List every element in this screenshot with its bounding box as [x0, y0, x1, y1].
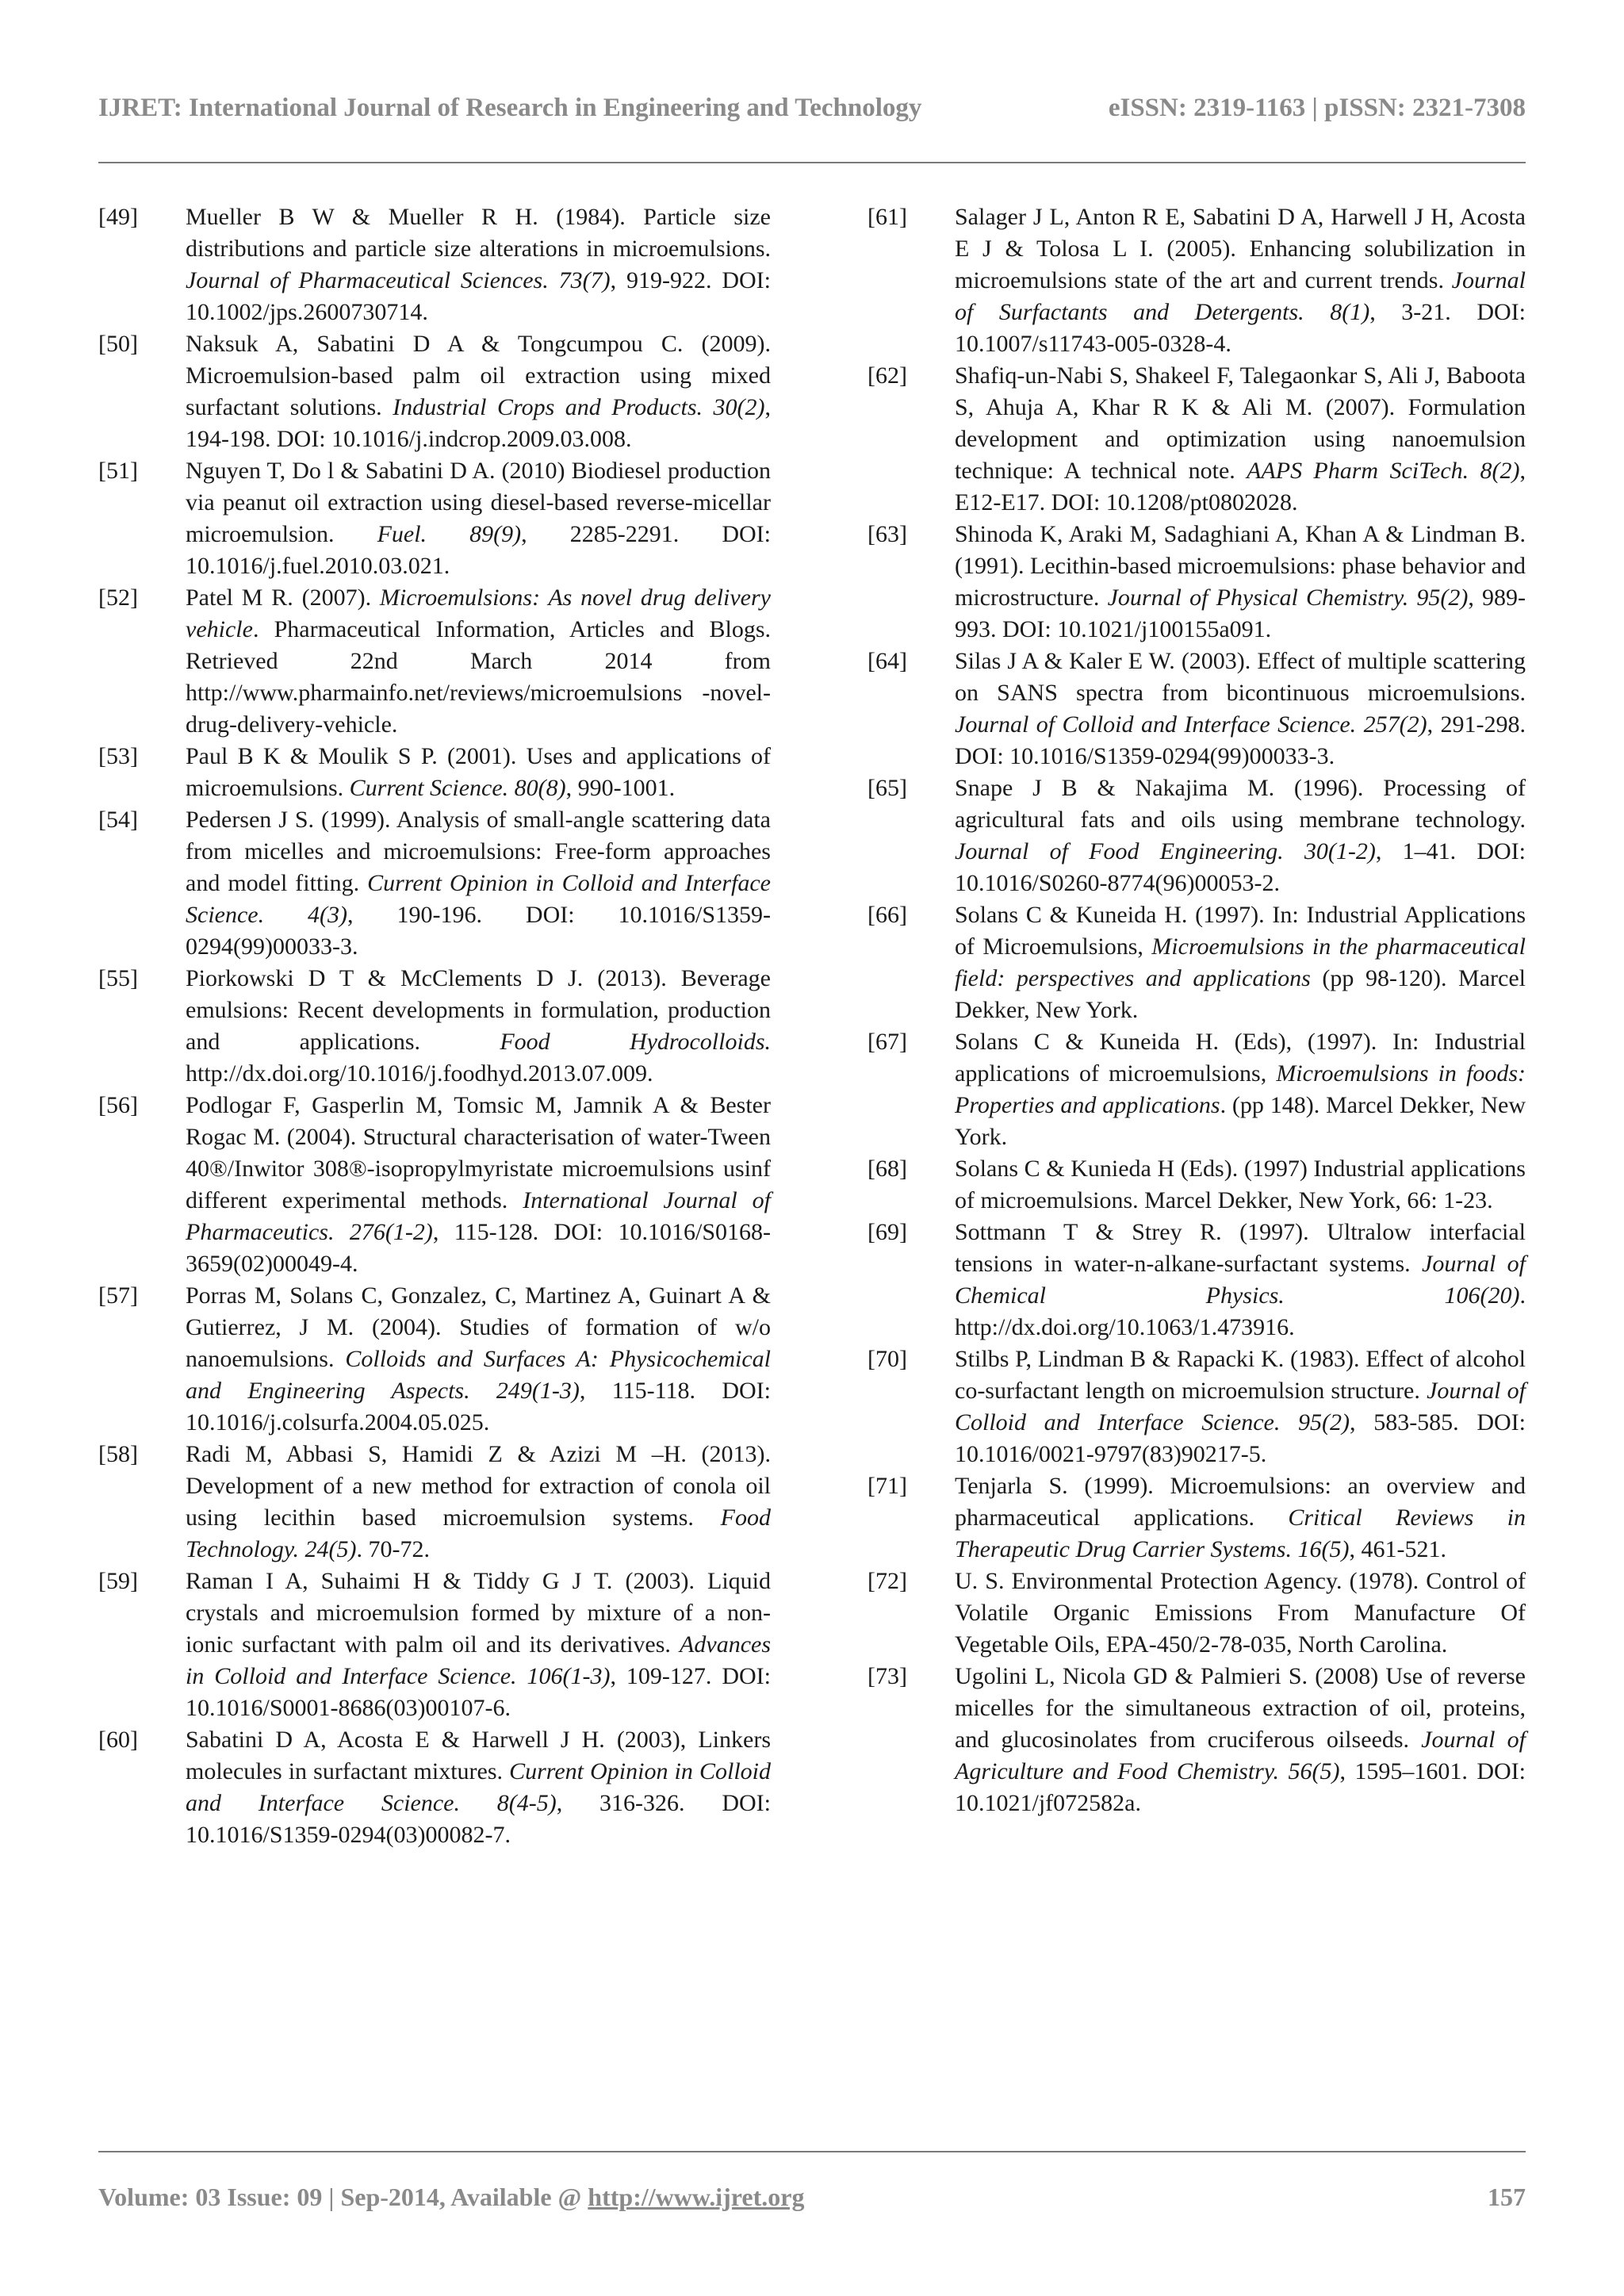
- reference-text-tail: , 115-128. DOI: 10.1016/S0168-3659(02)00049-4.: [186, 1219, 771, 1277]
- reference-number: [52]: [98, 585, 138, 611]
- reference-source-italic: AAPS Pharm SciTech. 8(2): [1247, 458, 1520, 484]
- reference-item: [868, 360, 1526, 519]
- reference-source-italic: Microemulsions in the pharmaceutical field: perspectives and applications: [955, 933, 1526, 991]
- reference-source-italic: Advances in Colloid and Interface Science. 106(1-3): [186, 1631, 771, 1689]
- page-footer: [98, 2183, 1526, 2212]
- reference-text: [955, 201, 1526, 360]
- reference-text: [955, 1661, 1526, 1819]
- header-divider: [98, 162, 1526, 163]
- footer-divider: [98, 2151, 1526, 2152]
- reference-source-italic: Journal of Colloid and Interface Science. 257(2): [955, 711, 1427, 738]
- reference-number: [51]: [98, 458, 138, 484]
- reference-text-tail: . http://dx.doi.org/10.1063/1.473916.: [955, 1282, 1526, 1340]
- reference-item: [98, 1566, 771, 1724]
- reference-text-tail: , 190-196. DOI: 10.1016/S1359-0294(99)00033-3.: [186, 902, 772, 960]
- reference-text: [955, 1217, 1526, 1343]
- references-left-column: [98, 201, 771, 1851]
- reference-source-italic: Journal of Surfactants and Detergents. 8(1): [955, 267, 1526, 325]
- issn-text: eISSN: 2319-1163 | pISSN: 2321-7308: [1108, 94, 1526, 122]
- reference-item: [868, 1661, 1526, 1819]
- reference-source-italic: International Journal of Pharmaceutics. 276(1-2): [186, 1187, 771, 1245]
- reference-text-tail: , 461-521.: [1349, 1536, 1446, 1562]
- reference-number: [59]: [98, 1568, 138, 1594]
- reference-text: [186, 582, 771, 741]
- reference-text-plain: Sottmann T & Strey R. (1997). Ultralow interfacial tensions in water-n-alkane-surfactant systems.: [955, 1219, 1526, 1277]
- reference-text: [955, 1026, 1526, 1153]
- reference-text-tail: (pp 98-120). Marcel Dekker, New York.: [955, 965, 1526, 1023]
- reference-number: [54]: [98, 807, 138, 833]
- reference-source-italic: Journal of Physical Chemistry. 95(2): [1107, 585, 1469, 611]
- reference-item: [868, 1153, 1526, 1217]
- reference-number: [71]: [868, 1473, 907, 1499]
- reference-text-plain: Silas J A & Kaler E W. (2003). Effect of multiple scattering on SANS spectra from bicontinuous microemulsions.: [955, 648, 1526, 706]
- reference-text-plain: Solans C & Kuneida H. (Eds), (1997). In: Industrial applications of microemulsions,: [955, 1029, 1526, 1087]
- reference-number: [61]: [868, 204, 907, 230]
- reference-item: [98, 201, 771, 328]
- reference-number: [53]: [98, 743, 138, 769]
- reference-text-plain: U. S. Environmental Protection Agency. (1978). Control of Volatile Organic Emissions From Manufacture Of Vegetable Oils, EPA-450/2-78-035, North Carolina.: [955, 1568, 1526, 1658]
- reference-source-italic: Food Hydrocolloids.: [500, 1029, 771, 1055]
- reference-item: [98, 1724, 771, 1851]
- reference-number: [55]: [98, 965, 138, 991]
- reference-text-plain: Solans C & Kuneida H. (1997). In: Industrial Applications of Microemulsions,: [955, 902, 1526, 960]
- reference-source-italic: Colloids and Surfaces A: Physicochemical and Engineering Aspects. 249(1-3): [186, 1346, 771, 1404]
- reference-text-plain: Paul B K & Moulik S P. (2001). Uses and applications of microemulsions.: [186, 743, 771, 801]
- reference-number: [57]: [98, 1282, 138, 1309]
- reference-text: [186, 804, 771, 963]
- reference-text-tail: . Pharmaceutical Information, Articles and Blogs. Retrieved 22nd March 2014 from http://www.pharmainfo.net/reviews/microemulsions -novel-drug-delivery-vehicle.: [186, 616, 771, 738]
- reference-text: [955, 1470, 1526, 1566]
- reference-item: [868, 1566, 1526, 1661]
- reference-text: [186, 741, 771, 804]
- reference-text-tail: . 70-72.: [356, 1536, 431, 1562]
- reference-text: [186, 1439, 771, 1566]
- reference-text-tail: . (pp 148). Marcel Dekker, New York.: [955, 1092, 1526, 1150]
- reference-text-plain: Sabatini D A, Acosta E & Harwell J H. (2003), Linkers molecules in surfactant mixtures.: [186, 1727, 771, 1784]
- reference-text: [186, 1090, 771, 1280]
- reference-source-italic: Journal of Food Engineering. 30(1-2): [955, 838, 1376, 864]
- reference-text-plain: Snape J B & Nakajima M. (1996). Processing of agricultural fats and oils using membrane technology.: [955, 775, 1526, 833]
- reference-text-tail: , 990-1001.: [565, 775, 676, 801]
- footer-volume: [98, 2183, 804, 2212]
- reference-source-italic: Critical Reviews in Therapeutic Drug Carrier Systems. 16(5): [955, 1504, 1526, 1562]
- reference-text: [186, 1724, 771, 1851]
- reference-text: [955, 360, 1526, 519]
- reference-text-tail: , 291-298. DOI: 10.1016/S1359-0294(99)00033-3.: [955, 711, 1526, 769]
- reference-text-plain: Stilbs P, Lindman B & Rapacki K. (1983). Effect of alcohol co-surfactant length on microemulsion structure.: [955, 1346, 1526, 1404]
- reference-text-tail: , 3-21. DOI: 10.1007/s11743-005-0328-4.: [955, 299, 1526, 357]
- reference-text: [186, 328, 771, 455]
- reference-number: [70]: [868, 1346, 907, 1372]
- reference-text-plain: Shinoda K, Araki M, Sadaghiani A, Khan A & Lindman B. (1991). Lecithin-based microemulsions: phase behavior and microstructure.: [955, 521, 1526, 611]
- reference-text: [955, 519, 1526, 646]
- reference-item: [98, 804, 771, 963]
- references-right-column: [868, 201, 1526, 1819]
- reference-text: [955, 1153, 1526, 1217]
- reference-number: [50]: [98, 331, 138, 357]
- reference-item: [98, 741, 771, 804]
- reference-text-plain: Radi M, Abbasi S, Hamidi Z & Azizi M –H. (2013). Development of a new method for extraction of conola oil using lecithin based microemulsion systems.: [186, 1441, 771, 1531]
- reference-item: [98, 582, 771, 741]
- reference-text-tail: , 1–41. DOI: 10.1016/S0260-8774(96)00053-2.: [955, 838, 1526, 896]
- reference-text: [955, 1343, 1526, 1470]
- reference-text-tail: , 2285-2291. DOI: 10.1016/j.fuel.2010.03.021.: [186, 521, 771, 579]
- reference-item: [98, 328, 771, 455]
- reference-item: [98, 1090, 771, 1280]
- reference-number: [64]: [868, 648, 907, 674]
- reference-item: [868, 646, 1526, 772]
- reference-text-plain: Naksuk A, Sabatini D A & Tongcumpou C. (2009). Microemulsion-based palm oil extraction using mixed surfactant solutions.: [186, 331, 771, 420]
- reference-text-plain: Podlogar F, Gasperlin M, Tomsic M, Jamnik A & Bester Rogac M. (2004). Structural characterisation of water-Tween 40®/Inwitor 308®-isopropylmyristate microemulsions usinf different experimental methods.: [186, 1092, 771, 1213]
- reference-number: [49]: [98, 204, 138, 230]
- page-header: [98, 94, 1526, 123]
- reference-text-plain: Ugolini L, Nicola GD & Palmieri S. (2008) Use of reverse micelles for the simultaneous extraction of oil, proteins, and glucosinolates from cruciferous oilseeds.: [955, 1663, 1526, 1753]
- page-number: 157: [1488, 2183, 1526, 2211]
- reference-text-plain: Solans C & Kunieda H (Eds). (1997) Industrial applications of microemulsions. Marcel Dekker, New York, 66: 1-23.: [955, 1156, 1526, 1213]
- reference-text: [186, 455, 771, 582]
- reference-item: [98, 1280, 771, 1439]
- reference-source-italic: Food Technology. 24(5): [186, 1504, 771, 1562]
- reference-text-tail: , 583-585. DOI: 10.1016/0021-9797(83)90217-5.: [955, 1409, 1526, 1467]
- reference-text-tail: , 194-198. DOI: 10.1016/j.indcrop.2009.03.008.: [186, 394, 771, 452]
- reference-text: [186, 1566, 771, 1724]
- reference-item: [868, 1026, 1526, 1153]
- reference-text-plain: Raman I A, Suhaimi H & Tiddy G J T. (2003). Liquid crystals and microemulsion formed by mixture of a non-ionic surfactant with palm oil and its derivatives.: [186, 1568, 771, 1658]
- reference-source-italic: Journal of Colloid and Interface Science. 95(2): [955, 1378, 1526, 1435]
- reference-item: [98, 963, 771, 1090]
- footer-link[interactable]: http://www.ijret.org: [588, 2183, 805, 2211]
- reference-text: [955, 1566, 1526, 1661]
- reference-text-plain: Piorkowski D T & McClements D J. (2013). Beverage emulsions: Recent developments in formulation, production and applications.: [186, 965, 771, 1055]
- reference-text-plain: Salager J L, Anton R E, Sabatini D A, Harwell J H, Acosta E J & Tolosa L I. (2005). Enhancing solubilization in microemulsions state of the art and current trends.: [955, 204, 1526, 293]
- journal-title: IJRET: International Journal of Research in Engineering and Technology: [98, 94, 922, 122]
- reference-source-italic: Current Opinion in Colloid and Interface Science. 4(3): [186, 870, 771, 928]
- footer-volume-text: Volume: 03 Issue: 09 | Sep-2014, Available @: [98, 2183, 588, 2211]
- reference-text: [955, 772, 1526, 899]
- reference-number: [56]: [98, 1092, 138, 1118]
- reference-text-tail: , 316-326. DOI: 10.1016/S1359-0294(03)00082-7.: [186, 1790, 771, 1848]
- reference-item: [868, 519, 1526, 646]
- reference-item: [868, 201, 1526, 360]
- reference-text: [955, 899, 1526, 1026]
- reference-text-plain: Mueller B W & Mueller R H. (1984). Particle size distributions and particle size alterations in microemulsions.: [186, 204, 771, 262]
- reference-text: [955, 646, 1526, 772]
- reference-text-plain: Shafiq-un-Nabi S, Shakeel F, Talegaonkar S, Ali J, Baboota S, Ahuja A, Khar R K & Ali M. (2007). Formulation development and optimization using nanoemulsion technique: A technical note.: [955, 362, 1526, 484]
- reference-source-italic: Microemulsions: As novel drug delivery vehicle: [186, 585, 771, 642]
- reference-text-tail: , 115-118. DOI: 10.1016/j.colsurfa.2004.05.025.: [186, 1378, 772, 1435]
- reference-source-italic: Industrial Crops and Products. 30(2): [393, 394, 765, 420]
- reference-text-tail: , 109-127. DOI: 10.1016/S0001-8686(03)00107-6.: [186, 1663, 771, 1721]
- reference-number: [60]: [98, 1727, 138, 1753]
- reference-source-italic: Fuel. 89(9): [377, 521, 522, 547]
- reference-item: [868, 1343, 1526, 1470]
- reference-source-italic: Journal of Chemical Physics. 106(20): [955, 1251, 1526, 1309]
- reference-number: [58]: [98, 1441, 138, 1467]
- reference-source-italic: Journal of Pharmaceutical Sciences. 73(7): [186, 267, 611, 293]
- reference-item: [868, 1470, 1526, 1566]
- reference-item: [98, 455, 771, 582]
- reference-text: [186, 1280, 771, 1439]
- reference-number: [73]: [868, 1663, 907, 1689]
- reference-text-plain: Tenjarla S. (1999). Microemulsions: an overview and pharmaceutical applications.: [955, 1473, 1526, 1531]
- reference-text-tail: , 919-922. DOI: 10.1002/jps.2600730714.: [186, 267, 771, 325]
- reference-text-plain: Nguyen T, Do l & Sabatini D A. (2010) Biodiesel production via peanut oil extraction using diesel-based reverse-micellar microemulsion.: [186, 458, 771, 547]
- reference-text: [186, 201, 771, 328]
- reference-source-italic: Journal of Agriculture and Food Chemistry. 56(5): [955, 1727, 1526, 1784]
- reference-item: [868, 899, 1526, 1026]
- reference-number: [72]: [868, 1568, 907, 1594]
- reference-number: [63]: [868, 521, 907, 547]
- reference-number: [69]: [868, 1219, 907, 1245]
- reference-number: [65]: [868, 775, 907, 801]
- reference-source-italic: Microemulsions in foods: Properties and applications: [955, 1060, 1526, 1118]
- reference-text-plain: Porras M, Solans C, Gonzalez, C, Martinez A, Guinart A & Gutierrez, J M. (2004). Studies of formation of w/o nanoemulsions.: [186, 1282, 771, 1372]
- reference-item: [98, 1439, 771, 1566]
- reference-text-plain: Patel M R. (2007).: [186, 585, 380, 611]
- reference-text-tail: http://dx.doi.org/10.1016/j.foodhyd.2013.07.009.: [186, 1060, 653, 1087]
- reference-text: [186, 963, 771, 1090]
- reference-number: [68]: [868, 1156, 907, 1182]
- reference-text-tail: , 1595–1601. DOI: 10.1021/jf072582a.: [955, 1758, 1526, 1816]
- reference-number: [67]: [868, 1029, 907, 1055]
- reference-text-plain: Pedersen J S. (1999). Analysis of small-angle scattering data from micelles and microemulsions: Free-form approaches and model fitting.: [186, 807, 771, 896]
- reference-text-tail: , E12-E17. DOI: 10.1208/pt0802028.: [955, 458, 1526, 516]
- reference-source-italic: Current Science. 80(8): [349, 775, 566, 801]
- reference-text-tail: , 989-993. DOI: 10.1021/j100155a091.: [955, 585, 1526, 642]
- reference-number: [66]: [868, 902, 907, 928]
- reference-item: [868, 772, 1526, 899]
- reference-source-italic: Current Opinion in Colloid and Interface Science. 8(4-5): [186, 1758, 772, 1816]
- reference-number: [62]: [868, 362, 907, 389]
- reference-item: [868, 1217, 1526, 1343]
